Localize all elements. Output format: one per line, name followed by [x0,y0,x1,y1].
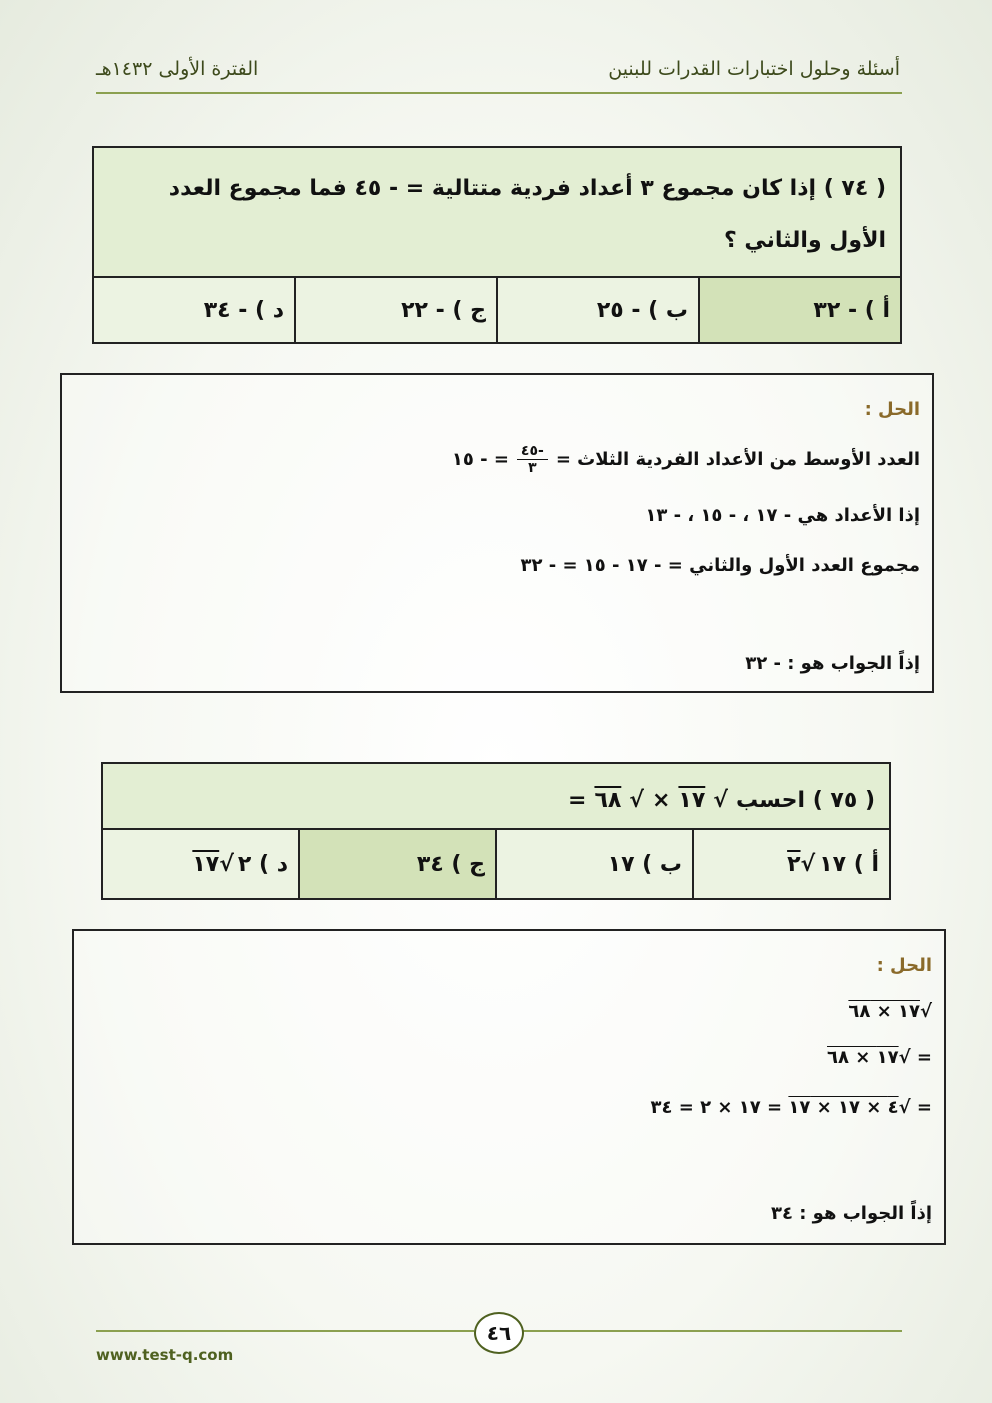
solution-74-line1 [452,443,920,476]
step3-equals: = [916,1097,932,1118]
option-d-text: د ) ٢ [237,851,288,877]
solution-75-answer: إذاً الجواب هو : ٣٤ [770,1203,932,1224]
solution-74-line3: مجموع العدد الأول والثاني = - ١٧ - ١٥ = - ٣٢ [520,555,920,576]
question-75-prefix: ( ٧٥ ) احسب [735,788,875,813]
option-a-radicand: ٢ [787,851,801,877]
option-c[interactable]: ج ) ٣٤ [298,830,495,898]
times-sign: × [651,788,671,813]
solution-74-answer: إذاً الجواب هو : - ٣٢ [745,653,920,674]
question-74-line1: ( ٧٤ ) إذا كان مجموع ٣ أعداد فردية متتالية = - ٤٥ فما مجموع العدد [168,176,886,201]
solution-74-line1-result: = - ١٥ [451,449,509,470]
solution-74-title: الحل : [864,399,920,420]
header-divider [96,92,902,94]
exam-period: الفترة الأولى ١٤٣٢هـ [96,58,259,80]
option-c[interactable]: ج ) - ٢٢ [294,278,496,342]
footer-line-right [522,1330,902,1332]
sqrt-icon: √ [919,1001,932,1022]
option-a[interactable]: أ ) - ٣٢ [698,278,900,342]
fraction-denominator: ٣ [528,460,537,476]
question-75-text [117,772,875,830]
sqrt-icon: √ [713,788,728,813]
question-75-options [103,828,889,898]
step3-radicand: ٤ × ١٧ × ١٧ [788,1097,899,1118]
option-b[interactable]: ب ) ١٧ [495,830,692,898]
solution-74-box [60,373,934,693]
option-b[interactable]: ب ) - ٢٥ [496,278,698,342]
page-number: ٤٦ [474,1312,524,1354]
sqrt-icon: √ [629,788,644,813]
solution-75-step2 [827,1047,932,1068]
step1-expression: ١٧ × ٦٨ [848,1001,920,1022]
option-d[interactable] [103,830,298,898]
solution-75-step1 [848,1001,932,1022]
sqrt-icon: √ [219,851,234,877]
fraction [517,443,548,476]
footer-line-left [96,1330,474,1332]
option-a-text: أ ) ١٧ [819,851,879,877]
solution-74-line2: إذا الأعداد هي - ١٧ ، - ١٥ ، - ١٣ [645,505,920,526]
question-74-options [94,276,900,342]
solution-74-line1-text: العدد الأوسط من الأعداد الفردية الثلاث = [555,449,920,470]
option-d[interactable]: د ) - ٣٤ [94,278,294,342]
option-d-radicand: ١٧ [192,851,220,877]
solution-75-box [72,929,946,1245]
step3-result: = ١٧ × ٢ = ٣٤ [650,1097,783,1118]
question-75-radicand-1: ١٧ [678,788,706,813]
book-title: أسئلة وحلول اختبارات القدرات للبنين [608,58,900,80]
question-75-radicand-2: ٦٨ [594,788,622,813]
step2-expression: ١٧ × ٦٨ [827,1047,899,1068]
question-75-box [101,762,891,900]
sqrt-icon: √ [800,851,816,877]
sqrt-icon: √ [898,1047,911,1068]
equals-sign: = [568,788,587,813]
question-74-box [92,146,902,344]
fraction-numerator: -٤٥ [517,443,548,460]
question-74-line2: الأول والثاني ؟ [723,228,886,253]
sqrt-icon: √ [898,1097,911,1118]
solution-75-title: الحل : [876,955,932,976]
step2-equals: = [916,1047,932,1068]
solution-75-step3 [651,1097,932,1118]
website-url[interactable]: www.test-q.com [96,1346,234,1364]
option-a[interactable] [692,830,889,898]
